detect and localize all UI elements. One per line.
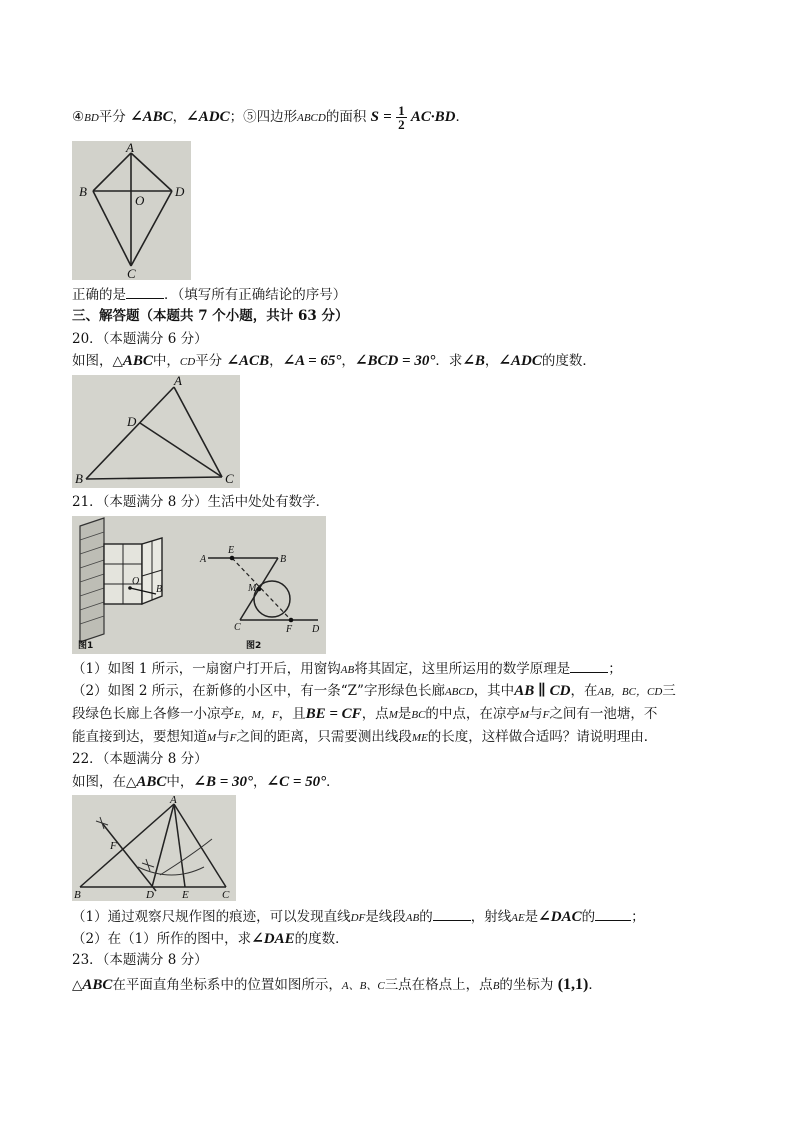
text: 之间有一池塘，不 <box>549 706 658 722</box>
seg-bc: BC <box>411 709 426 721</box>
ab-parallel-cd: AB ∥ CD <box>514 683 571 699</box>
label-b: B <box>280 554 287 565</box>
label-c: C <box>225 471 234 486</box>
q22-statement <box>72 772 340 792</box>
text: 如图，在△ <box>72 774 137 790</box>
q23-statement <box>72 975 602 996</box>
text: ；⑤四边形 <box>229 109 298 125</box>
point-m: M <box>207 732 217 744</box>
label-d: D <box>175 184 185 199</box>
q21-part1 <box>72 658 622 680</box>
label-d: D <box>146 889 154 901</box>
seg-ab: AB <box>340 664 355 676</box>
q19-statement <box>72 104 469 131</box>
text: （1）通过观察尺规作图的痕迹，可以发现直线 <box>72 909 351 925</box>
label-o: O <box>135 193 145 208</box>
seg-cd: CD <box>179 356 196 368</box>
answer-blank-1[interactable] <box>433 906 471 921</box>
label-f: F <box>286 624 293 635</box>
label-b: B <box>156 584 163 595</box>
angle-acb: ∠ACB <box>226 353 270 369</box>
caption-fig1: 图1 <box>78 641 94 651</box>
text: 中， <box>152 353 180 369</box>
seg-bd: BD <box>84 112 99 124</box>
angle-a-65: ∠A = 65° <box>282 353 342 369</box>
label-o: O <box>132 576 140 587</box>
corridor-abcd: ABCD <box>444 686 474 698</box>
q22-head: 22．（本题满分 8 分） <box>72 751 208 767</box>
caption-fig2: 图2 <box>246 641 262 651</box>
label-c: C <box>127 266 136 280</box>
text: 的坐标为 <box>499 977 554 993</box>
text: 能直接到达，要想知道 <box>72 729 207 745</box>
text: ． <box>588 977 602 993</box>
q21-head: 21．（本题满分 8 分）生活中处处有数学． <box>72 494 330 510</box>
label-d: D <box>127 414 137 429</box>
tri-abc: ABC <box>136 774 167 790</box>
text: ，点 <box>361 706 389 722</box>
text: 在平面直角坐标系中的位置如图所示， <box>112 977 342 993</box>
points-abc: A、B、C <box>341 980 385 992</box>
coordinate-b: (1,1) <box>557 976 589 993</box>
text: 的度数． <box>541 353 596 369</box>
label-m: M <box>248 583 257 594</box>
text: ； <box>608 661 622 677</box>
area-expression: AC·BD <box>410 109 456 125</box>
label-a: A <box>170 795 177 806</box>
text: 的面积 <box>325 109 367 125</box>
text: 的中点，在凉亭 <box>425 706 520 722</box>
text: 的度数． <box>294 931 349 947</box>
text: 平分 <box>195 353 223 369</box>
label-c: C <box>222 889 230 901</box>
label-c: C <box>234 622 241 633</box>
text: （2）在（1）所作的图中，求 <box>72 931 252 947</box>
text: ，射线 <box>470 909 512 925</box>
text: ， <box>269 353 283 369</box>
q20-head: 20．（本题满分 6 分） <box>72 331 208 347</box>
answer-blank[interactable] <box>126 284 164 299</box>
text: 如图，△ <box>72 353 123 369</box>
denominator: 2 <box>398 117 405 132</box>
point-m: M <box>388 709 398 721</box>
text: 与 <box>216 729 230 745</box>
label-e: E <box>228 545 235 556</box>
section-heading <box>72 306 348 326</box>
text: 是线段 <box>365 909 406 925</box>
point-f: F <box>229 732 237 744</box>
circled-4: ④ <box>72 109 85 125</box>
kite-figure <box>72 141 191 280</box>
text: 平分 <box>98 109 126 125</box>
text: ． <box>455 109 470 125</box>
answer-blank[interactable] <box>570 658 608 673</box>
text: ， <box>172 109 187 125</box>
text: ． <box>326 774 340 790</box>
text: ， <box>341 353 355 369</box>
text: ， <box>484 353 499 369</box>
label-b: B <box>74 889 81 901</box>
text: 是 <box>397 706 412 722</box>
numerator: 1 <box>398 103 405 118</box>
quad-abcd: ABCD <box>297 112 326 124</box>
text: 中， <box>166 774 194 790</box>
label-d: D <box>312 624 320 635</box>
segments: AB，BC，CD <box>597 686 663 698</box>
text: ，在 <box>570 683 598 699</box>
q21-part2-line3 <box>72 727 657 748</box>
seg-me: ME <box>411 732 428 744</box>
label-b: B <box>75 471 83 486</box>
text: （1）如图 1 所示，一扇窗户打开后，用窗钩 <box>72 661 341 677</box>
fraction-half <box>396 104 407 131</box>
text: ； <box>631 909 645 925</box>
text: ， <box>253 774 267 790</box>
q20-statement <box>72 351 596 372</box>
angle-b-30: ∠B = 30° <box>193 774 254 790</box>
text: 将其固定，这里所运用的数学原理是 <box>354 661 571 677</box>
tri-abc: ABC <box>82 977 113 993</box>
point-f: F <box>542 709 550 721</box>
angle-dac: ∠DAC <box>538 909 582 925</box>
text: 正确的是 <box>72 287 126 303</box>
text: 三点在格点上，点 <box>384 977 493 993</box>
text: ，且 <box>278 706 306 722</box>
q23-head: 23．（本题满分 8 分） <box>72 952 208 968</box>
line-df: DF <box>350 912 366 924</box>
text: 的 <box>581 909 596 925</box>
angle-adc: ∠ADC <box>498 353 542 369</box>
angle-b: ∠B <box>462 353 485 369</box>
label-a: A <box>126 141 134 155</box>
q21-part2-line1 <box>72 681 676 702</box>
equals: = <box>383 109 392 125</box>
label-e: E <box>182 889 189 901</box>
label-a: A <box>174 375 182 388</box>
text: ．求 <box>435 353 463 369</box>
text: 三 <box>662 683 676 699</box>
q21-part2-line2 <box>72 704 657 725</box>
label-a: A <box>200 554 207 565</box>
point-m: M <box>519 709 530 721</box>
tri-abc: ABC <box>122 353 153 369</box>
area-s: S <box>370 109 379 125</box>
q22-part2 <box>72 929 349 949</box>
seg-ab: AB <box>405 912 420 924</box>
text: 的长度，这样做合适吗？请说明理由． <box>427 729 658 745</box>
text: ．（填写所有正确结论的序号） <box>164 287 347 303</box>
be-equals-cf: BE = CF <box>305 706 362 722</box>
angle-bcd-30: ∠BCD = 30° <box>354 353 436 369</box>
triangle-figure-q20 <box>72 375 240 488</box>
section-title: 三、解答题（本题共 7 个小题，共计 63 分） <box>72 308 349 324</box>
text: 之间的距离，只需要测出线段 <box>236 729 412 745</box>
ray-ae: AE <box>511 912 525 924</box>
angle-adc: ∠ADC <box>186 109 230 125</box>
text: 段绿色长廊上各修一小凉亭 <box>72 706 234 722</box>
text: 是 <box>524 909 539 925</box>
text: （2）如图 2 所示，在新修的小区中，有一条“Z”字形绿色长廊 <box>72 683 445 699</box>
q22-part1 <box>72 906 645 928</box>
text: 与 <box>529 706 543 722</box>
point-b: B <box>492 980 500 992</box>
points-emf: E，M，F <box>234 709 279 721</box>
angle-abc: ∠ABC <box>130 109 173 125</box>
text: 的 <box>419 909 433 925</box>
label-b: B <box>79 184 87 199</box>
label-f: F <box>110 840 117 852</box>
q19-answer <box>72 284 346 305</box>
angle-c-50: ∠C = 50° <box>266 774 327 790</box>
construction-figure-q22 <box>72 795 236 901</box>
window-and-corridor-figure <box>72 516 326 654</box>
text: ，其中 <box>473 683 515 699</box>
answer-blank-2[interactable] <box>595 906 631 921</box>
angle-dae: ∠DAE <box>251 931 295 947</box>
text: △ <box>72 977 83 993</box>
